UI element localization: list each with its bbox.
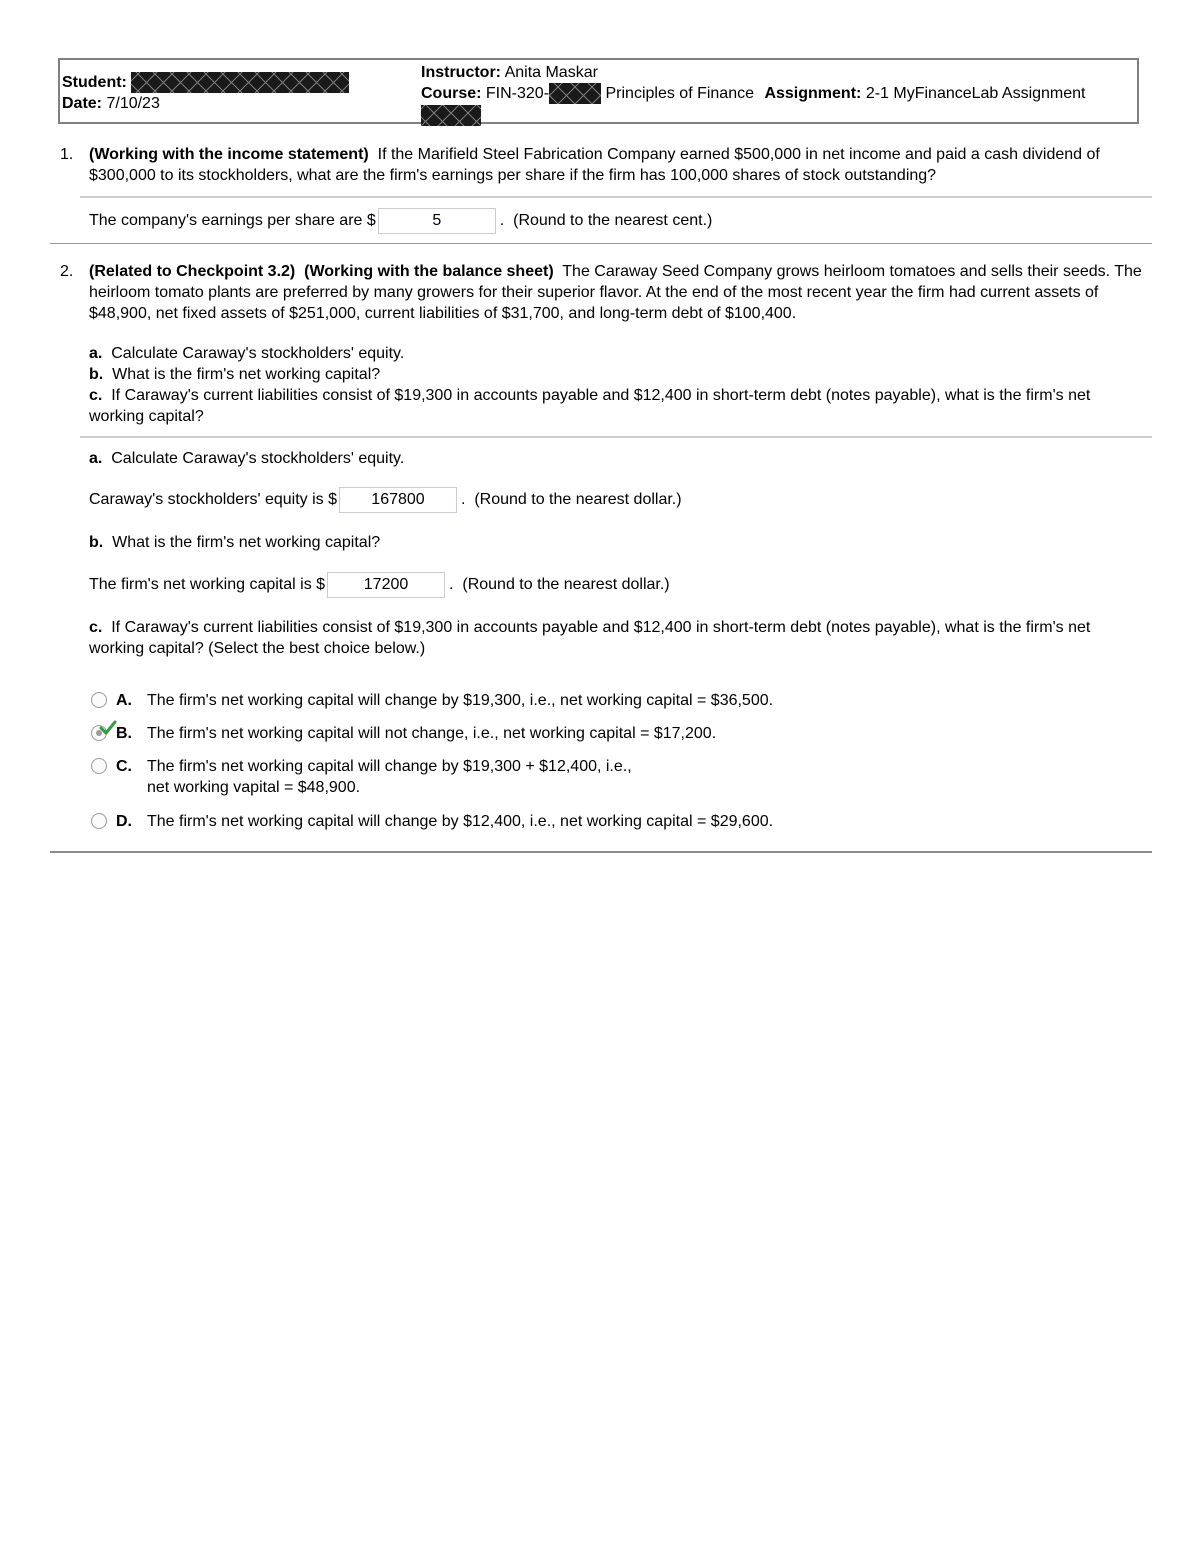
redacted-course-extra [421, 105, 481, 126]
answer-b-hint: (Round to the nearest dollar.) [462, 576, 670, 594]
answer-b-prefix: The firm's net working capital is $ [89, 576, 326, 594]
course-row [421, 83, 1136, 104]
course-row-2 [421, 104, 1136, 125]
part-b-letter: b. [89, 366, 104, 383]
student-block [62, 72, 349, 114]
answer-a-prefix: Caraway's stockholders' equity is $ [89, 491, 337, 509]
course-label: Course: [421, 85, 482, 102]
choice-c-text: The firm's net working capital will change by $19,300 + $12,400, i.e., [147, 758, 632, 775]
answer-b-letter: b. [89, 534, 104, 551]
student-row [62, 72, 349, 93]
question-1-number: 1. [60, 146, 74, 163]
part-a-text: Calculate Caraway's stockholders' equity. [111, 345, 405, 362]
choice-d-text: The firm's net working capital will change by $12,400, i.e., net working capital = $29,600. [147, 813, 774, 830]
instructor-row [421, 62, 1136, 83]
q1-answer-input[interactable]: 5 [378, 208, 496, 234]
question-2-text: The Caraway Seed Company grows heirloom tomatoes and sells their seeds. The heirloom tomato plants are preferred by many growers for their superior flavor. At the end of the most recent year the firm had current assets of $48,900, net fixed assets of $251,000, current liabilities of $31,700, and long-term debt of $100,400. [89, 263, 1142, 322]
choice-a-radio[interactable] [91, 692, 107, 708]
course-value-prefix: FIN-320- [485, 85, 550, 102]
q1-answer-hint: (Round to the nearest cent.) [513, 212, 713, 230]
date-row [62, 93, 349, 114]
part-a-letter: a. [89, 345, 103, 362]
choice-a-text: The firm's net working capital will change by $19,300, i.e., net working capital = $36,500. [147, 692, 774, 709]
choice-b-letter: B. [116, 725, 132, 742]
choice-a-letter: A. [116, 692, 132, 709]
student-label: Student: [62, 74, 127, 91]
instructor-value: Anita Maskar [504, 64, 598, 81]
question-separator-1 [50, 243, 1152, 244]
date-value: 7/10/23 [106, 95, 160, 113]
choice-c-text-2: net working vapital = $48,900. [147, 779, 361, 796]
course-block [421, 62, 1136, 126]
answer-a-input[interactable]: 167800 [339, 487, 457, 513]
assignment-label: Assignment: [764, 85, 862, 102]
answer-a-row: Caraway's stockholders' equity is $ 167800 . (Round to the nearest dollar.) [89, 487, 682, 513]
question-2-title: (Related to Checkpoint 3.2) [89, 263, 296, 280]
question-2-parts [89, 343, 1144, 427]
answer-b-heading-text: What is the firm's net working capital? [112, 534, 381, 551]
question-2-number: 2. [60, 263, 74, 280]
choice-c-radio[interactable] [91, 758, 107, 774]
redacted-course-section [549, 83, 601, 104]
question-separator-2 [50, 851, 1152, 853]
date-label: Date: [62, 95, 103, 113]
instructor-label: Instructor: [421, 64, 501, 81]
question-1-title: (Working with the income statement) [89, 146, 369, 163]
answer-a-letter: a. [89, 450, 103, 467]
part-b-text: What is the firm's net working capital? [112, 366, 381, 383]
choice-c-text-block [147, 756, 1137, 798]
question-1-prompt [89, 144, 1144, 186]
part-b [89, 364, 1144, 385]
assignment-value: 2-1 MyFinanceLab Assignment [865, 85, 1086, 102]
answer-c-heading [89, 617, 1144, 659]
part-a [89, 343, 1144, 364]
answer-b-heading [89, 532, 380, 553]
choice-d-radio[interactable] [91, 813, 107, 829]
question-1-answer-row: The company's earnings per share are $ 5 . (Round to the nearest cent.) [89, 208, 712, 234]
answer-c-letter: c. [89, 619, 103, 636]
question-1-divider [80, 196, 1152, 198]
answer-c-heading-text: If Caraway's current liabilities consist of $19,300 in accounts payable and $12,400 in short-term debt (notes payable), what is the firm's net working capital? (Select the best choice below.) [89, 619, 1091, 657]
answer-a-heading [89, 448, 404, 469]
part-c-text: If Caraway's current liabilities consist of $19,300 in accounts payable and $12,400 in short-term debt (notes payable), what is the firm's net working capital? [89, 387, 1091, 425]
choice-d-letter: D. [116, 813, 132, 830]
part-c [89, 385, 1144, 427]
choice-b-text: The firm's net working capital will not change, i.e., net working capital = $17,200. [147, 725, 717, 742]
assignment-header [58, 58, 1139, 124]
answer-a-hint: (Round to the nearest dollar.) [474, 491, 682, 509]
question-2-prompt [89, 261, 1144, 324]
answer-b-row: The firm's net working capital is $ 17200 . (Round to the nearest dollar.) [89, 572, 670, 598]
q1-answer-prefix: The company's earnings per share are $ [89, 212, 376, 230]
course-value-suffix: Principles of Finance [605, 85, 754, 102]
correct-check-icon [99, 720, 117, 736]
answer-a-heading-text: Calculate Caraway's stockholders' equity. [111, 450, 405, 467]
question-2-title-2: (Working with the balance sheet) [304, 263, 554, 280]
choice-c-letter: C. [116, 758, 132, 775]
question-2-divider [80, 436, 1152, 438]
question-1-text: If the Marifield Steel Fabrication Company earned $500,000 in net income and paid a cash dividend of $300,000 to its stockholders, what are the firm's earnings per share if the firm has 100,000 shares of stock outstanding? [89, 146, 1100, 184]
answer-b-input[interactable]: 17200 [327, 572, 445, 598]
part-c-letter: c. [89, 387, 103, 404]
redacted-student-name [131, 72, 349, 93]
